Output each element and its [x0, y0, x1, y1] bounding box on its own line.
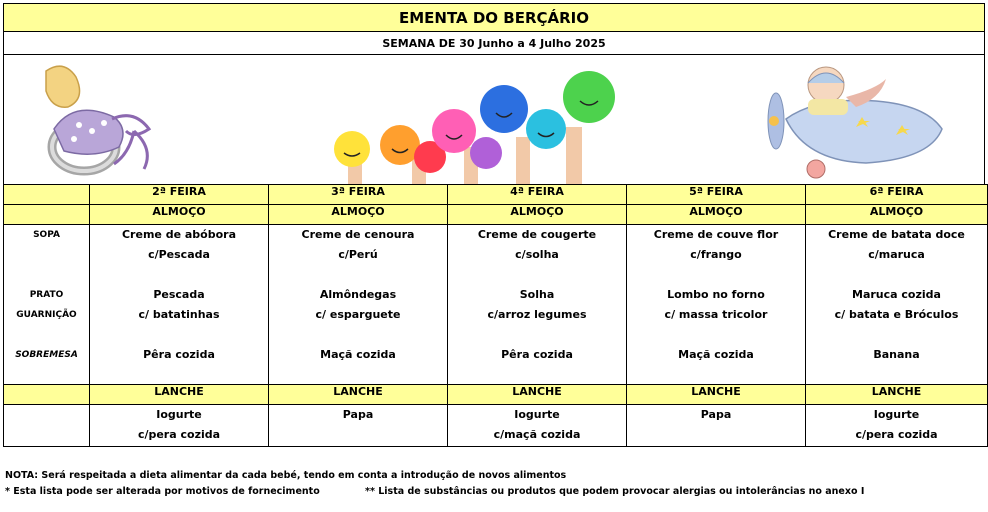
corner-cell: [4, 385, 90, 405]
category-column: [4, 225, 90, 385]
soup-name: Creme de batata doce: [828, 228, 965, 241]
notes-section: [5, 468, 864, 500]
category-prato: PRATO: [29, 290, 64, 300]
snack-cell: [269, 405, 448, 447]
day-header: 2ª FEIRA: [90, 185, 269, 205]
snack-item: Papa: [342, 408, 374, 421]
footnotes-line: [5, 484, 864, 500]
snack-header: LANCHE: [448, 385, 627, 405]
corner-cell: [4, 185, 90, 205]
snack-cell: [627, 405, 806, 447]
soup-protein: c/Perú: [338, 248, 378, 261]
menu-title: EMENTA DO BERÇÁRIO: [3, 3, 985, 32]
snack-item: Papa: [700, 408, 732, 421]
snack-cell: [448, 405, 627, 447]
snack-detail: c/pera cozida: [855, 428, 938, 441]
lunch-row: [4, 225, 988, 385]
corner-cell: [4, 205, 90, 225]
meal-header: ALMOÇO: [269, 205, 448, 225]
snack-item: Iogurte: [873, 408, 920, 421]
snack-detail: c/maçã cozida: [493, 428, 581, 441]
lunch-cell: [806, 225, 988, 385]
snack-item: Iogurte: [514, 408, 560, 421]
meal-header-row: [4, 205, 988, 225]
day-header: 6ª FEIRA: [806, 185, 988, 205]
main-dish: Solha: [519, 288, 555, 301]
day-header: 3ª FEIRA: [269, 185, 448, 205]
main-dish: Maruca cozida: [852, 288, 941, 301]
snack-header: LANCHE: [627, 385, 806, 405]
snack-detail: [627, 425, 805, 445]
meal-header: ALMOÇO: [627, 205, 806, 225]
side-dish: c/ batatinhas: [138, 308, 220, 321]
week-range: SEMANA DE 30 Junho a 4 Julho 2025: [3, 32, 985, 55]
pacifier-illustration: [34, 59, 174, 185]
lunch-cell: [448, 225, 627, 385]
soup-name: Creme de cougerte: [477, 228, 597, 241]
soup-name: Creme de cenoura: [301, 228, 415, 241]
meal-header: ALMOÇO: [806, 205, 988, 225]
soup-name: Creme de abóbora: [121, 228, 236, 241]
snack-cell: [806, 405, 988, 447]
dessert: Maçã cozida: [678, 348, 754, 361]
soup-protein: c/frango: [690, 248, 742, 261]
snack-header: LANCHE: [269, 385, 448, 405]
dessert: Maçã cozida: [320, 348, 396, 361]
snack-header-row: [4, 385, 988, 405]
soup-protein: c/solha: [515, 248, 559, 261]
nota-text: NOTA: Será respeitada a dieta alimentar da cada bebé, tendo em conta a introdução de novos alimentos: [5, 470, 567, 481]
painted-hands-illustration: [304, 57, 644, 187]
day-header: 4ª FEIRA: [448, 185, 627, 205]
weekly-menu-table: [3, 184, 988, 447]
meal-header: ALMOÇO: [90, 205, 269, 225]
soup-protein: c/maruca: [868, 248, 925, 261]
side-dish: c/arroz legumes: [487, 308, 587, 321]
snack-detail: [269, 425, 447, 445]
meal-header: ALMOÇO: [448, 205, 627, 225]
main-dish: Pescada: [153, 288, 205, 301]
day-header: 5ª FEIRA: [627, 185, 806, 205]
snack-header: LANCHE: [806, 385, 988, 405]
dessert: Banana: [873, 348, 920, 361]
footnote-supply: * Esta lista pode ser alterada por motivos de fornecimento: [5, 486, 320, 497]
main-dish: Almôndegas: [319, 288, 397, 301]
day-header-row: [4, 185, 988, 205]
lunch-cell: [90, 225, 269, 385]
baby-airplane-illustration: [746, 59, 966, 185]
side-dish: c/ batata e Bróculos: [834, 308, 959, 321]
side-dish: c/ massa tricolor: [664, 308, 768, 321]
lunch-cell: [627, 225, 806, 385]
category-sobremesa: SOBREMESA: [15, 350, 78, 360]
side-dish: c/ esparguete: [315, 308, 401, 321]
snack-item: Iogurte: [156, 408, 202, 421]
snack-row: [4, 405, 988, 447]
lunch-cell: [269, 225, 448, 385]
dessert: Pêra cozida: [143, 348, 215, 361]
category-guarnicao: GUARNIÇÃO: [16, 310, 77, 320]
snack-category-cell: [4, 405, 90, 447]
category-sopa: SOPA: [33, 230, 60, 240]
snack-cell: [90, 405, 269, 447]
main-dish: Lombo no forno: [667, 288, 765, 301]
illustration-banner: [3, 55, 985, 188]
footnote-allergens: ** Lista de substâncias ou produtos que podem provocar alergias ou intolerâncias no anexo I: [365, 486, 865, 497]
soup-protein: c/Pescada: [148, 248, 210, 261]
dessert: Pêra cozida: [501, 348, 573, 361]
snack-header: LANCHE: [90, 385, 269, 405]
snack-detail: c/pera cozida: [137, 428, 221, 441]
soup-name: Creme de couve flor: [653, 228, 779, 241]
